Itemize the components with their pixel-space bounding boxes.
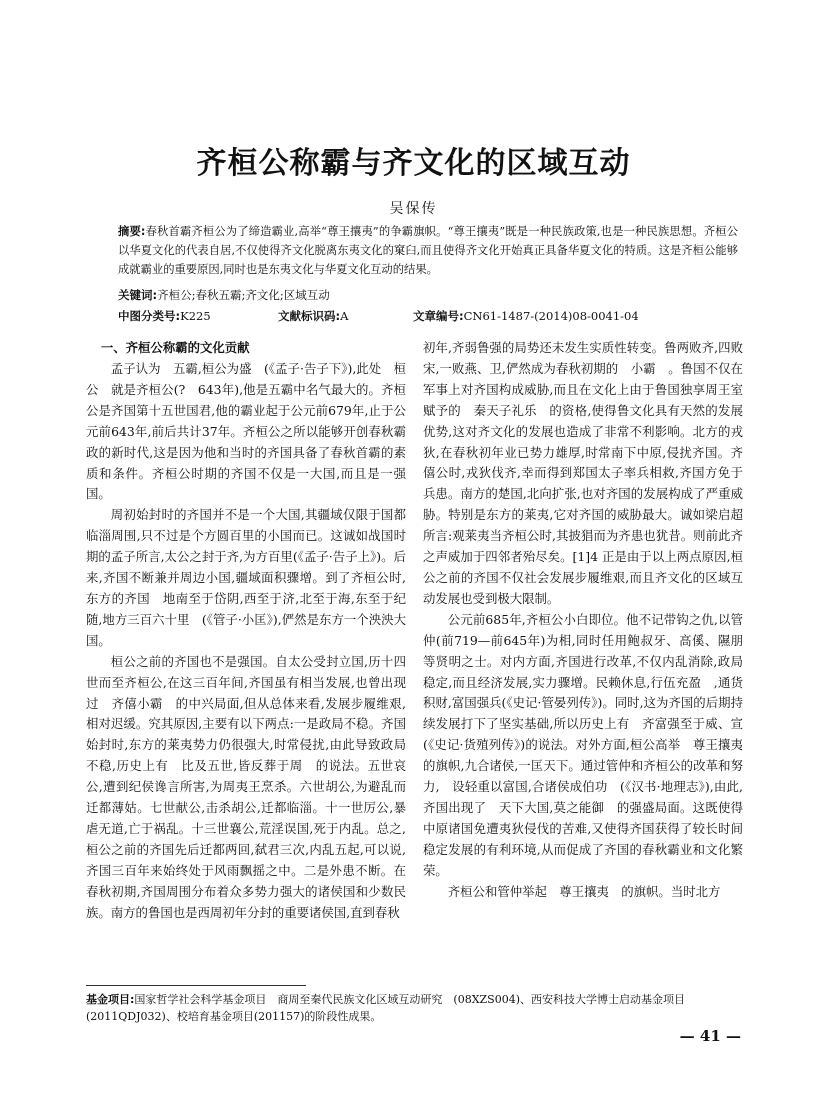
body-left-column <box>86 338 406 923</box>
abstract-text: 春秋首霸齐桓公为了缔造霸业,高举“尊王攘夷”的争霸旗帜。“尊王攘夷”既是一种民族政策,也是一种民族思想。齐桓公以华夏文化的代表自居,不仅使得齐文化脱离东夷文化的窠臼,而且使得齐文化开始真正具备华夏文化的特质。这是齐桓公能够成就霸业的重要原因,同时也是东夷文化与华夏文化互动的结果。 <box>118 225 738 276</box>
body-paragraph: 周初始封时的齐国并不是一个大国,其疆域仅限于国都临淄周围,只不过是个方圆百里的小国而已。这诚如战国时期的孟子所言,太公之封于齐,为方百里(《孟子·告子上》)。后来,齐国不断兼并周边小国,疆域面积骤增。到了齐桓公时,东方的齐国 地南至于岱阴,西至于济,北至于海,东至于纪随,地方三百六十里 (《管子·小匡》),俨然是东方一个泱泱大国。 <box>86 507 406 648</box>
funding-label: 基金项目: <box>86 993 135 1006</box>
funding-text: 国家哲学社会科学基金项目 商周至秦代民族文化区域互动研究 (08XZS004)、西安科技大学博士启动基金项目(2011QDJ032)、校培育基金项目(201157)的阶段性成果。 <box>86 993 685 1023</box>
article-number-label: 文章编号: <box>413 309 464 323</box>
section-heading: 一、齐桓公称霸的文化贡献 <box>100 340 250 355</box>
keywords <box>118 287 330 303</box>
keywords-text: 齐桓公;春秋五霸;齐文化;区域互动 <box>157 288 330 302</box>
abstract <box>118 222 738 279</box>
author-name: 吴保传 <box>389 201 438 217</box>
clc-label: 中图分类号: <box>118 309 181 323</box>
body-paragraph: 齐桓公和管仲举起 尊王攘夷 的旗帜。当时北方 <box>447 883 721 899</box>
page-number: — 41 — <box>679 1027 741 1045</box>
abstract-label: 摘要: <box>118 225 146 238</box>
keywords-label: 关键词: <box>118 288 158 302</box>
footnote-divider <box>86 985 306 986</box>
document-code-label: 文献标识码: <box>278 309 341 323</box>
clc-number <box>118 308 211 324</box>
body-right-column <box>423 338 756 902</box>
body-paragraph: 孟子认为 五霸,桓公为盛 (《孟子·告子下》),此处 桓公 就是齐桓公(? 643年),他是五霸中名气最大的。齐桓公是齐国第十五世国君,他的霸业起于公元前679年,止于公元前643年,前后共计37年。齐桓公之所以能够开创春秋霸政的新时代,这是因为他和当时的齐国具备了春秋首霸的素质和条件。齐桓公时期的齐国不仅是一大国,而且是一强国。 <box>86 361 406 502</box>
article-number-value: CN61-1487-(2014)08-0041-04 <box>463 309 639 323</box>
clc-value: K225 <box>180 309 211 323</box>
document-code-value: A <box>340 309 349 323</box>
article-number <box>413 308 639 324</box>
funding-note <box>86 991 746 1025</box>
body-paragraph: 公元前685年,齐桓公小白即位。他不记带钩之仇,以管仲(前719—前645年)为相,同时任用鲍叔牙、高傒、隰朋等贤明之士。对内方面,齐国进行改革,不仅内乱消除,政局稳定,而且经济发展,实力骤增。民赖休息,行伍充盈 ,通货积财,富国强兵(《史记·管晏列传》)。同时,这为齐国的后期持续发展打下了坚实基础,所以历史上有 齐富强至于威、宣 (《史记·货殖列传》)的说法。对外方面,桓公高举 尊王攘夷 的旗帜,九合诸侯,一匡天下。通过管仲和齐桓公的改革和努力, 设轻重以富国,合诸侯成伯功 (《汉书·地理志》),由此,齐国出现了 天下大国,莫之能御 的强盛局面。这既使得中原诸国免遭夷狄侵伐的苦难,又使得齐国获得了较长时间稳定发展的有利环境,从而促成了齐国的春秋霸业和文化繁荣。 <box>423 611 756 878</box>
body-paragraph: 桓公之前的齐国也不是强国。自太公受封立国,历十四世而至齐桓公,在这三百年间,齐国虽有相当发展,也曾出现过 齐僖小霸 的中兴局面,但从总体来看,发展步履维艰,相对迟缓。究其原因,主要有以下两点:一是政局不稳。齐国始封时,东方的莱夷势力仍很强大,时常侵扰,由此导致政局不稳,历史上有 比及五世,皆反葬于周 的说法。五世哀公,遭到纪侯谗言所害,为周夷王烹杀。六世胡公,为避乱而迁都薄姑。七世献公,击杀胡公,迁都临淄。十一世厉公,暴虐无道,亡于祸乱。十三世襄公,荒淫误国,死于内乱。总之,桓公之前的齐国先后迁都两回,弑君三次,内乱五起,可以说,齐国三百年来始终处于风雨飘摇之中。二是外患不断。在春秋初期,齐国周围分布着众多势力强大的诸侯国和少数民族。南方的鲁国也是西周初年分封的重要诸侯国,直到春秋 <box>86 653 406 920</box>
article-title: 齐桓公称霸与齐文化的区域互动 <box>196 146 631 181</box>
body-paragraph: 初年,齐弱鲁强的局势还未发生实质性转变。鲁两败齐,四败宋,一败燕、卫,俨然成为春秋初期的 小霸 。鲁国不仅在军事上对齐国构成威胁,而且在文化上由于鲁国独享周王室赋予的 秦天子礼乐 的资格,使得鲁文化具有天然的发展优势,这对齐文化的发展也造成了非常不利影响。北方的戎狄,在春秋初年业已势力雄厚,时常南下中原,侵扰齐国。齐僖公时,戎狄伐齐,幸而得到郑国太子率兵相救,齐国方免于兵患。南方的楚国,北向扩张,也对齐国的发展构成了严重威胁。特别是东方的莱夷,它对齐国的威胁最大。诚如梁启超所言:观莱夷当齐桓公时,其披猖而为齐患也犹昔。则前此齐之声威加于四邻者殆尽矣。[1]4 正是由于以上两点原因,桓公之前的齐国不仅社会发展步履维艰,而且齐文化的区域互动发展也受到极大限制。 <box>423 340 743 606</box>
document-code <box>278 308 348 324</box>
